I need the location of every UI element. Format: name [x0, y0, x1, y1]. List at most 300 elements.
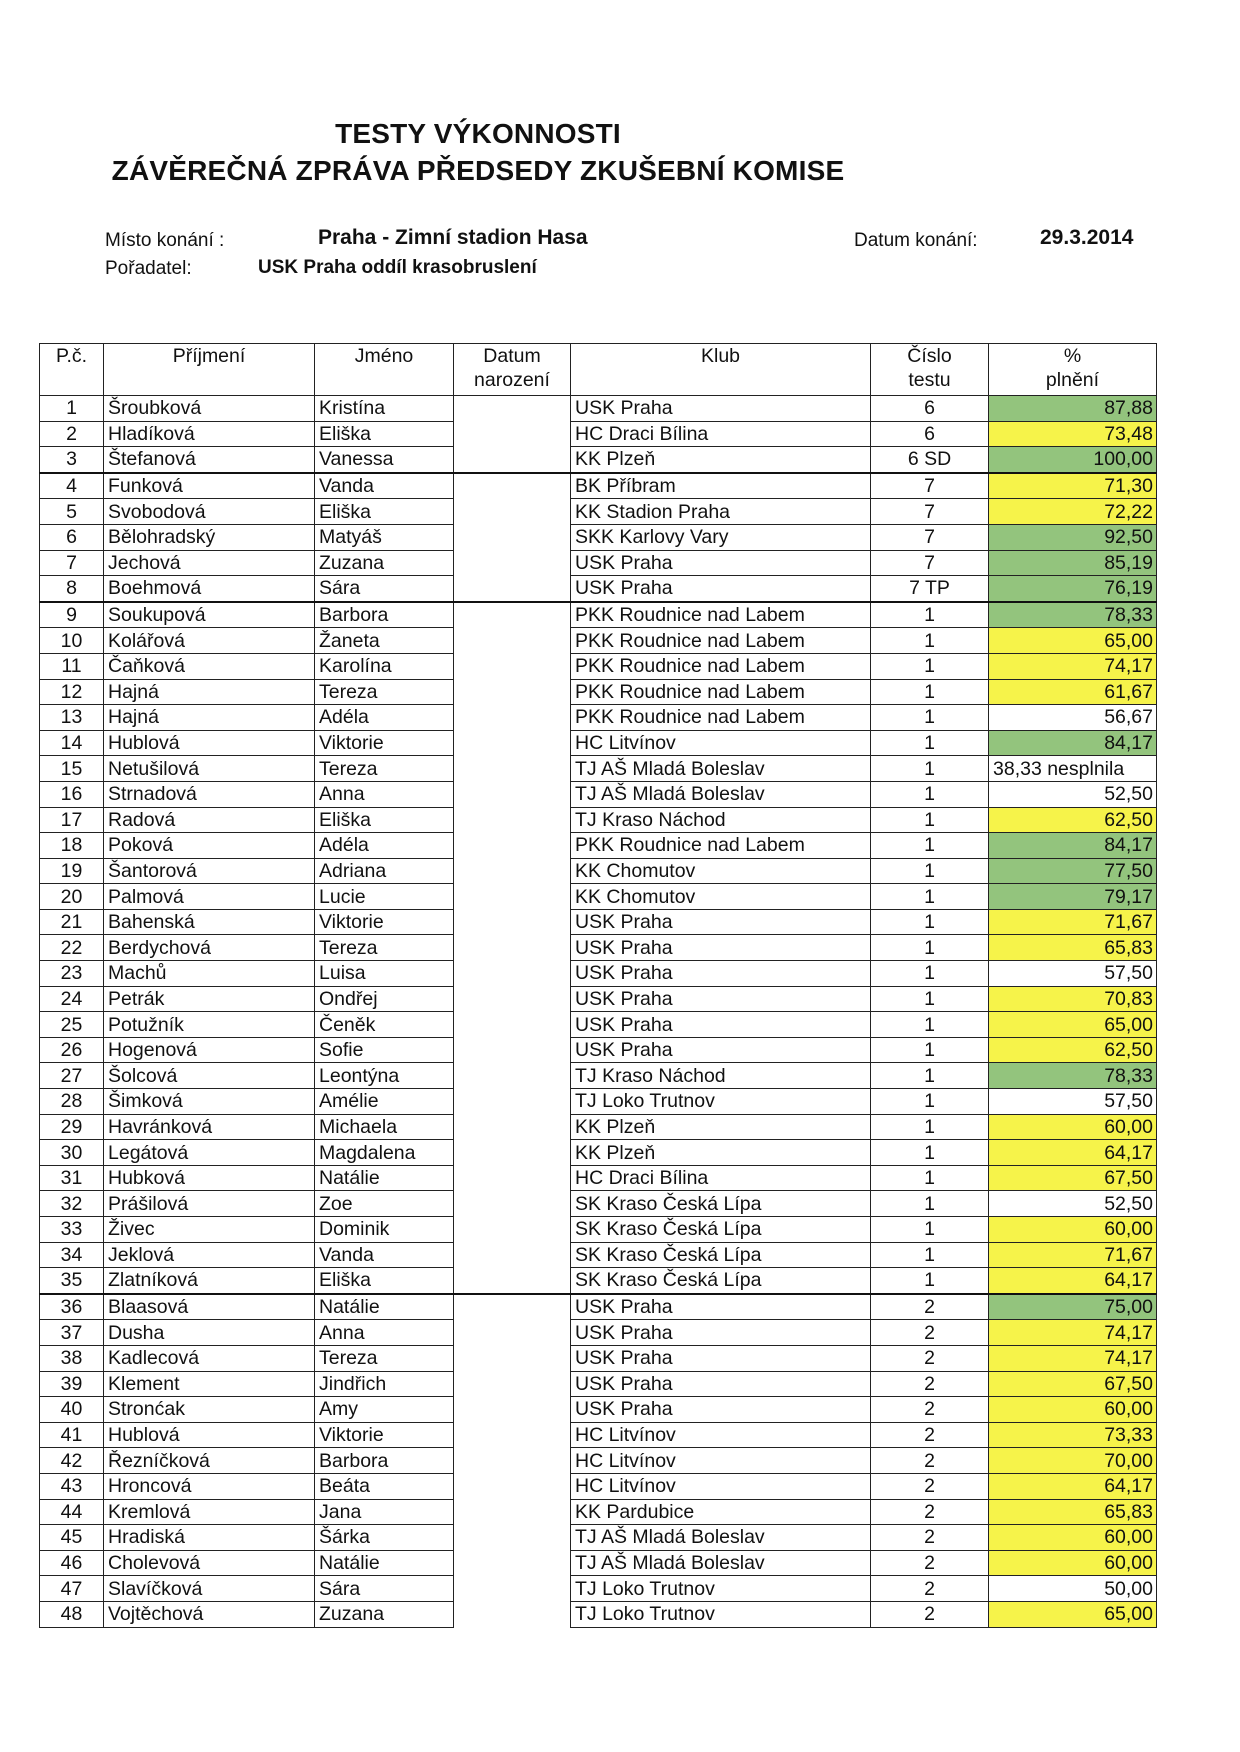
col-header-dob-line2: narození [474, 369, 550, 391]
row-test-number: 2 [871, 1294, 989, 1320]
row-test-number: 1 [871, 781, 989, 807]
table-row [40, 524, 1157, 550]
row-test-number: 1 [871, 1114, 989, 1140]
table-row [40, 576, 1157, 602]
row-test-number: 1 [871, 705, 989, 731]
row-test-number: 7 TP [871, 576, 989, 602]
row-birth-date [454, 396, 571, 422]
row-surname: Čaňková [104, 653, 315, 679]
row-number: 42 [40, 1448, 104, 1474]
row-first-name: Adéla [315, 705, 454, 731]
row-birth-date [454, 1473, 571, 1499]
row-first-name: Zoe [315, 1191, 454, 1217]
row-number: 14 [40, 730, 104, 756]
row-percent: 75,00 [989, 1294, 1157, 1320]
row-test-number: 2 [871, 1576, 989, 1602]
row-number: 11 [40, 653, 104, 679]
row-club: HC Draci Bílina [571, 1165, 871, 1191]
row-club: TJ AŠ Mladá Boleslav [571, 1550, 871, 1576]
row-birth-date [454, 1448, 571, 1474]
row-club: HC Litvínov [571, 730, 871, 756]
table-row [40, 628, 1157, 654]
row-club: KK Chomutov [571, 858, 871, 884]
row-number: 27 [40, 1063, 104, 1089]
row-surname: Prášilová [104, 1191, 315, 1217]
row-test-number: 1 [871, 1089, 989, 1115]
table-row [40, 781, 1157, 807]
row-club: USK Praha [571, 935, 871, 961]
row-birth-date [454, 1320, 571, 1346]
row-test-number: 1 [871, 1268, 989, 1294]
row-number: 13 [40, 705, 104, 731]
row-club: TJ Loko Trutnov [571, 1576, 871, 1602]
table-row [40, 833, 1157, 859]
row-first-name: Lucie [315, 884, 454, 910]
row-percent: 60,00 [989, 1397, 1157, 1423]
row-birth-date [454, 576, 571, 602]
row-number: 12 [40, 679, 104, 705]
row-number: 9 [40, 602, 104, 628]
row-surname: Stronćak [104, 1397, 315, 1423]
row-number: 17 [40, 807, 104, 833]
table-row [40, 1012, 1157, 1038]
row-surname: Svobodová [104, 499, 315, 525]
row-test-number: 2 [871, 1550, 989, 1576]
row-birth-date [454, 1191, 571, 1217]
row-number: 21 [40, 909, 104, 935]
row-test-number: 1 [871, 807, 989, 833]
row-club: USK Praha [571, 1012, 871, 1038]
row-number: 3 [40, 447, 104, 473]
row-birth-date [454, 935, 571, 961]
row-first-name: Michaela [315, 1114, 454, 1140]
row-test-number: 2 [871, 1371, 989, 1397]
row-percent: 73,33 [989, 1422, 1157, 1448]
row-club: PKK Roudnice nad Labem [571, 628, 871, 654]
row-club: HC Draci Bílina [571, 421, 871, 447]
row-number: 16 [40, 781, 104, 807]
row-club: SKK Karlovy Vary [571, 524, 871, 550]
row-first-name: Eliška [315, 499, 454, 525]
row-test-number: 2 [871, 1499, 989, 1525]
row-first-name: Zuzana [315, 550, 454, 576]
row-club: USK Praha [571, 1320, 871, 1346]
row-test-number: 7 [871, 473, 989, 499]
row-number: 10 [40, 628, 104, 654]
table-row [40, 935, 1157, 961]
row-percent: 74,17 [989, 1320, 1157, 1346]
table-row [40, 1499, 1157, 1525]
row-number: 15 [40, 756, 104, 782]
row-percent: 67,50 [989, 1371, 1157, 1397]
row-test-number: 1 [871, 986, 989, 1012]
row-test-number: 1 [871, 961, 989, 987]
row-first-name: Zuzana [315, 1601, 454, 1627]
row-birth-date [454, 679, 571, 705]
row-first-name: Dominik [315, 1217, 454, 1243]
row-first-name: Sofie [315, 1037, 454, 1063]
table-row [40, 1063, 1157, 1089]
row-club: TJ AŠ Mladá Boleslav [571, 756, 871, 782]
row-test-number: 7 [871, 499, 989, 525]
row-number: 34 [40, 1242, 104, 1268]
row-surname: Šimková [104, 1089, 315, 1115]
row-first-name: Kristína [315, 396, 454, 422]
date-value: 29.3.2014 [1040, 226, 1134, 249]
table-row [40, 961, 1157, 987]
row-number: 37 [40, 1320, 104, 1346]
report-title: TESTY VÝKONNOSTI [335, 118, 621, 149]
table-row [40, 1525, 1157, 1551]
row-birth-date [454, 1397, 571, 1423]
table-row [40, 909, 1157, 935]
table-row [40, 986, 1157, 1012]
row-birth-date [454, 653, 571, 679]
row-number: 30 [40, 1140, 104, 1166]
row-percent: 79,17 [989, 884, 1157, 910]
row-test-number: 2 [871, 1601, 989, 1627]
row-first-name: Tereza [315, 756, 454, 782]
row-birth-date [454, 1525, 571, 1551]
table-row [40, 1422, 1157, 1448]
row-test-number: 1 [871, 1063, 989, 1089]
table-row [40, 730, 1157, 756]
row-club: PKK Roudnice nad Labem [571, 679, 871, 705]
row-birth-date [454, 1499, 571, 1525]
row-test-number: 1 [871, 628, 989, 654]
row-first-name: Sára [315, 1576, 454, 1602]
row-percent: 73,48 [989, 421, 1157, 447]
row-birth-date [454, 1345, 571, 1371]
row-number: 8 [40, 576, 104, 602]
row-first-name: Natálie [315, 1550, 454, 1576]
row-surname: Jeklová [104, 1242, 315, 1268]
table-row [40, 1294, 1157, 1320]
table-row [40, 705, 1157, 731]
row-birth-date [454, 628, 571, 654]
table-row [40, 807, 1157, 833]
row-test-number: 1 [871, 1191, 989, 1217]
row-club: KK Stadion Praha [571, 499, 871, 525]
row-birth-date [454, 499, 571, 525]
row-percent: 56,67 [989, 705, 1157, 731]
row-test-number: 1 [871, 1140, 989, 1166]
row-birth-date [454, 524, 571, 550]
row-percent: 100,00 [989, 447, 1157, 473]
row-percent: 84,17 [989, 833, 1157, 859]
row-club: USK Praha [571, 576, 871, 602]
col-header-test-line1: Číslo [907, 345, 952, 367]
table-row [40, 1140, 1157, 1166]
row-test-number: 2 [871, 1397, 989, 1423]
row-surname: Radová [104, 807, 315, 833]
row-club: TJ Loko Trutnov [571, 1601, 871, 1627]
row-surname: Bělohradský [104, 524, 315, 550]
row-surname: Jechová [104, 550, 315, 576]
venue-value: Praha - Zimní stadion Hasa [318, 226, 588, 249]
table-row [40, 1217, 1157, 1243]
row-percent: 77,50 [989, 858, 1157, 884]
row-birth-date [454, 1422, 571, 1448]
col-header-test-line2: testu [908, 369, 951, 391]
row-surname: Hradiská [104, 1525, 315, 1551]
report-subtitle: ZÁVĚREČNÁ ZPRÁVA PŘEDSEDY ZKUŠEBNÍ KOMISE [111, 155, 845, 186]
row-club: HC Litvínov [571, 1473, 871, 1499]
table-row [40, 653, 1157, 679]
row-percent: 50,00 [989, 1576, 1157, 1602]
row-birth-date [454, 421, 571, 447]
row-club: TJ AŠ Mladá Boleslav [571, 1525, 871, 1551]
row-test-number: 1 [871, 858, 989, 884]
row-number: 28 [40, 1089, 104, 1115]
row-birth-date [454, 1550, 571, 1576]
row-test-number: 2 [871, 1422, 989, 1448]
row-club: USK Praha [571, 986, 871, 1012]
row-club: USK Praha [571, 961, 871, 987]
row-percent: 60,00 [989, 1550, 1157, 1576]
col-header-pc: P.č. [40, 344, 104, 396]
row-surname: Petrák [104, 986, 315, 1012]
row-surname: Dusha [104, 1320, 315, 1346]
table-row [40, 1268, 1157, 1294]
row-surname: Bahenská [104, 909, 315, 935]
row-surname: Hroncová [104, 1473, 315, 1499]
row-birth-date [454, 1371, 571, 1397]
row-test-number: 6 [871, 396, 989, 422]
table-row [40, 679, 1157, 705]
row-club: USK Praha [571, 1294, 871, 1320]
results-table [39, 343, 1157, 1628]
row-test-number: 1 [871, 1217, 989, 1243]
row-club: USK Praha [571, 909, 871, 935]
row-surname: Berdychová [104, 935, 315, 961]
row-first-name: Eliška [315, 807, 454, 833]
row-first-name: Adriana [315, 858, 454, 884]
row-surname: Řezníčková [104, 1448, 315, 1474]
row-birth-date [454, 1242, 571, 1268]
row-surname: Hublová [104, 730, 315, 756]
row-test-number: 6 SD [871, 447, 989, 473]
row-surname: Šolcová [104, 1063, 315, 1089]
row-birth-date [454, 1037, 571, 1063]
row-surname: Legátová [104, 1140, 315, 1166]
row-birth-date [454, 909, 571, 935]
row-club: BK Příbram [571, 473, 871, 499]
row-birth-date [454, 602, 571, 628]
row-surname: Kremlová [104, 1499, 315, 1525]
row-percent: 65,00 [989, 1601, 1157, 1627]
row-first-name: Beáta [315, 1473, 454, 1499]
row-first-name: Magdalena [315, 1140, 454, 1166]
row-first-name: Šárka [315, 1525, 454, 1551]
row-first-name: Vanda [315, 473, 454, 499]
table-row [40, 1114, 1157, 1140]
row-first-name: Barbora [315, 602, 454, 628]
row-test-number: 1 [871, 653, 989, 679]
row-percent: 74,17 [989, 653, 1157, 679]
row-percent: 64,17 [989, 1268, 1157, 1294]
row-percent: 64,17 [989, 1473, 1157, 1499]
row-club: PKK Roudnice nad Labem [571, 653, 871, 679]
table-row [40, 1037, 1157, 1063]
row-number: 5 [40, 499, 104, 525]
row-test-number: 1 [871, 679, 989, 705]
row-first-name: Tereza [315, 935, 454, 961]
row-number: 35 [40, 1268, 104, 1294]
row-number: 43 [40, 1473, 104, 1499]
row-percent: 70,83 [989, 986, 1157, 1012]
row-percent: 78,33 [989, 602, 1157, 628]
row-birth-date [454, 1140, 571, 1166]
row-test-number: 2 [871, 1448, 989, 1474]
row-number: 2 [40, 421, 104, 447]
row-number: 40 [40, 1397, 104, 1423]
table-row [40, 1473, 1157, 1499]
table-row [40, 858, 1157, 884]
row-birth-date [454, 1114, 571, 1140]
row-birth-date [454, 1268, 571, 1294]
row-birth-date [454, 833, 571, 859]
row-surname: Funková [104, 473, 315, 499]
row-number: 20 [40, 884, 104, 910]
row-percent: 71,67 [989, 909, 1157, 935]
organizer-label: Pořadatel: [105, 258, 192, 279]
row-test-number: 7 [871, 524, 989, 550]
row-test-number: 2 [871, 1525, 989, 1551]
row-club: PKK Roudnice nad Labem [571, 705, 871, 731]
table-row [40, 550, 1157, 576]
row-birth-date [454, 884, 571, 910]
row-percent: 65,83 [989, 1499, 1157, 1525]
row-surname: Machů [104, 961, 315, 987]
row-first-name: Tereza [315, 679, 454, 705]
row-surname: Soukupová [104, 602, 315, 628]
row-club: USK Praha [571, 550, 871, 576]
row-number: 19 [40, 858, 104, 884]
row-surname: Hublová [104, 1422, 315, 1448]
row-birth-date [454, 858, 571, 884]
row-club: KK Plzeň [571, 447, 871, 473]
row-club: TJ AŠ Mladá Boleslav [571, 781, 871, 807]
table-row [40, 1397, 1157, 1423]
row-first-name: Ondřej [315, 986, 454, 1012]
row-number: 44 [40, 1499, 104, 1525]
row-number: 47 [40, 1576, 104, 1602]
row-birth-date [454, 1576, 571, 1602]
col-header-pct-line2: plnění [1045, 369, 1100, 391]
row-test-number: 2 [871, 1473, 989, 1499]
row-birth-date [454, 1089, 571, 1115]
table-row [40, 396, 1157, 422]
table-row [40, 1601, 1157, 1627]
row-test-number: 1 [871, 1037, 989, 1063]
row-surname: Strnadová [104, 781, 315, 807]
row-test-number: 1 [871, 1242, 989, 1268]
row-percent: 85,19 [989, 550, 1157, 576]
row-test-number: 1 [871, 730, 989, 756]
row-surname: Palmová [104, 884, 315, 910]
row-percent: 60,00 [989, 1525, 1157, 1551]
row-surname: Klement [104, 1371, 315, 1397]
row-birth-date [454, 1012, 571, 1038]
row-surname: Hladíková [104, 421, 315, 447]
row-number: 23 [40, 961, 104, 987]
row-club: TJ Kraso Náchod [571, 807, 871, 833]
table-row [40, 447, 1157, 473]
row-test-number: 1 [871, 1012, 989, 1038]
row-club: USK Praha [571, 396, 871, 422]
row-first-name: Vanessa [315, 447, 454, 473]
row-club: USK Praha [571, 1345, 871, 1371]
table-row [40, 1320, 1157, 1346]
row-surname: Hajná [104, 679, 315, 705]
row-club: PKK Roudnice nad Labem [571, 602, 871, 628]
row-first-name: Natálie [315, 1294, 454, 1320]
row-number: 25 [40, 1012, 104, 1038]
row-percent: 74,17 [989, 1345, 1157, 1371]
row-number: 26 [40, 1037, 104, 1063]
col-header-surname: Příjmení [104, 344, 315, 396]
row-birth-date [454, 1601, 571, 1627]
row-test-number: 1 [871, 884, 989, 910]
row-percent: 72,22 [989, 499, 1157, 525]
row-surname: Poková [104, 833, 315, 859]
col-header-dob [454, 344, 571, 396]
row-surname: Havránková [104, 1114, 315, 1140]
table-row [40, 1089, 1157, 1115]
row-first-name: Amélie [315, 1089, 454, 1115]
row-percent: 61,67 [989, 679, 1157, 705]
row-surname: Netušilová [104, 756, 315, 782]
row-test-number: 1 [871, 756, 989, 782]
row-percent: 57,50 [989, 961, 1157, 987]
row-number: 31 [40, 1165, 104, 1191]
row-percent: 57,50 [989, 1089, 1157, 1115]
row-percent: 70,00 [989, 1448, 1157, 1474]
row-percent: 84,17 [989, 730, 1157, 756]
row-percent: 76,19 [989, 576, 1157, 602]
row-club: SK Kraso Česká Lípa [571, 1268, 871, 1294]
row-birth-date [454, 1217, 571, 1243]
row-test-number: 2 [871, 1345, 989, 1371]
row-surname: Hajná [104, 705, 315, 731]
row-first-name: Matyáš [315, 524, 454, 550]
row-test-number: 2 [871, 1320, 989, 1346]
row-surname: Cholevová [104, 1550, 315, 1576]
row-surname: Šantorová [104, 858, 315, 884]
row-percent: 67,50 [989, 1165, 1157, 1191]
row-birth-date [454, 961, 571, 987]
row-first-name: Anna [315, 1320, 454, 1346]
row-surname: Živec [104, 1217, 315, 1243]
row-percent: 64,17 [989, 1140, 1157, 1166]
row-percent: 71,67 [989, 1242, 1157, 1268]
row-club: HC Litvínov [571, 1448, 871, 1474]
row-percent: 52,50 [989, 1191, 1157, 1217]
row-birth-date [454, 1294, 571, 1320]
row-first-name: Eliška [315, 421, 454, 447]
table-row [40, 884, 1157, 910]
row-first-name: Anna [315, 781, 454, 807]
row-first-name: Adéla [315, 833, 454, 859]
table-row [40, 1576, 1157, 1602]
row-test-number: 1 [871, 1165, 989, 1191]
row-percent: 65,00 [989, 1012, 1157, 1038]
row-number: 33 [40, 1217, 104, 1243]
row-first-name: Leontýna [315, 1063, 454, 1089]
table-row [40, 421, 1157, 447]
row-first-name: Natálie [315, 1165, 454, 1191]
